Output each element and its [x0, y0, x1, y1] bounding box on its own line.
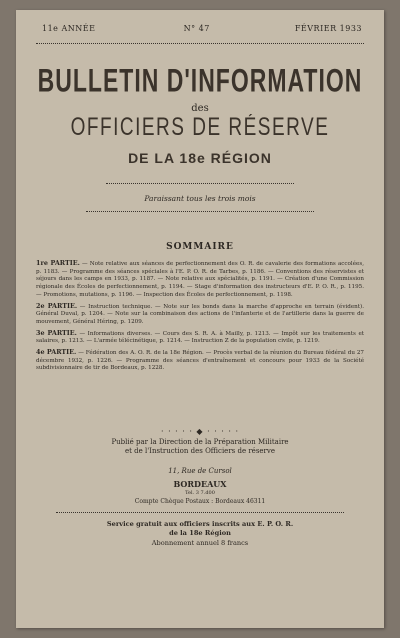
sommaire-section [36, 349, 364, 373]
title-divider [106, 183, 294, 184]
service-line: de la 18e Région [169, 529, 231, 537]
publisher-line: et de l'Instruction des Officiers de réserve [124, 447, 276, 455]
region-title: DE LA 18e RÉGION [128, 150, 272, 166]
subscription-line: Abonnement annuel 8 francs [151, 539, 249, 547]
header-dotted-rule [36, 43, 364, 44]
issue-date: FÉVRIER 1933 [294, 24, 362, 33]
section-label: 4e PARTIE. [36, 348, 77, 357]
footer-dotted-rule [56, 512, 344, 513]
cheques-line: Compte Chèque Postaux : Bordeaux 46311 [134, 498, 266, 505]
issue-number: N° 47 [183, 24, 210, 33]
title-connector: des [191, 103, 209, 114]
section-text: — Instruction technique. — Note sur les bonds dans la marche d'approche en terrain (évident). Général Duval, p. 1204. — Note sur la combinaison des actions de l'infanterie et de l'artillerie dans la guerre de mouvement, Général Héring, p. 1209. [36, 303, 364, 325]
publisher-line: Publié par la Direction de la Préparation Militaire [111, 438, 289, 446]
issue-header [42, 24, 362, 36]
section-label: 3e PARTIE. [36, 328, 77, 337]
section-text: — Informations diverses. — Cours des S. R. A. à Mailly, p. 1213. — Impôt sur les traitements et salaires, p. 1213. — L'armée télécinétique, p. 1214. — Instruction Z de la population civile, p. 1219. [36, 330, 365, 345]
service-line: Service gratuit aux officiers inscrits aux E. P. O. R. [106, 520, 294, 528]
periodicity-note: Paraissant tous les trois mois [144, 194, 256, 203]
sommaire-section [36, 330, 364, 346]
service-note [16, 520, 384, 538]
year-label: 11e ANNÉE [42, 24, 96, 33]
periodicity-divider [86, 211, 314, 212]
city-line: BORDEAUX [173, 479, 227, 489]
bulletin-subtitle: OFFICIERS DE RÉSERVE [70, 114, 330, 142]
ornament-divider: · · · · · ◆ · · · · · [160, 427, 239, 436]
sommaire-heading: SOMMAIRE [166, 242, 234, 252]
sommaire-section [36, 303, 364, 327]
section-text: — Note relative aux séances de perfectionnement des O. R. de cavalerie des formations accolées, p. 1183. — Programme des séances spéciales à l'E. P. O. R. de Tarbes, p. 1186. — Conventions des réservistes et séjours dans les camps en 1933, p. 1187. — Note relative aux spécialités, p. 1191. — Création d'une Commission régionale des Écoles de perfectionnement, p. 1194. — Stage d'information des instructeurs d'E. P. O. R., p. 1195. — Promotions, mutations, p. 1196. — Inspection des Écoles de perfectionnement, p. 1198. [36, 261, 364, 298]
address-line: 11, Rue de Cursol [168, 467, 232, 475]
section-text: — Fédération des A. O. R. de la 18e Région. — Procès verbal de la réunion du Bureau fédéral du 27 décembre 1932, p. 1226. — Programme des séances d'entraînement et concours pour 1933 de la Société subdivisionnaire de tir de Bordeaux, p. 1228. [36, 350, 364, 372]
section-label: 2e PARTIE. [36, 301, 78, 310]
sommaire-section [36, 260, 364, 300]
sommaire-list [36, 260, 364, 376]
section-label: 1re PARTIE. [36, 259, 80, 267]
bulletin-cover [16, 10, 384, 628]
publisher-block [16, 438, 384, 456]
phone-line: Tel. 3 7.d00 [185, 490, 215, 496]
bulletin-title: BULLETIN D'INFORMATION [37, 62, 363, 99]
